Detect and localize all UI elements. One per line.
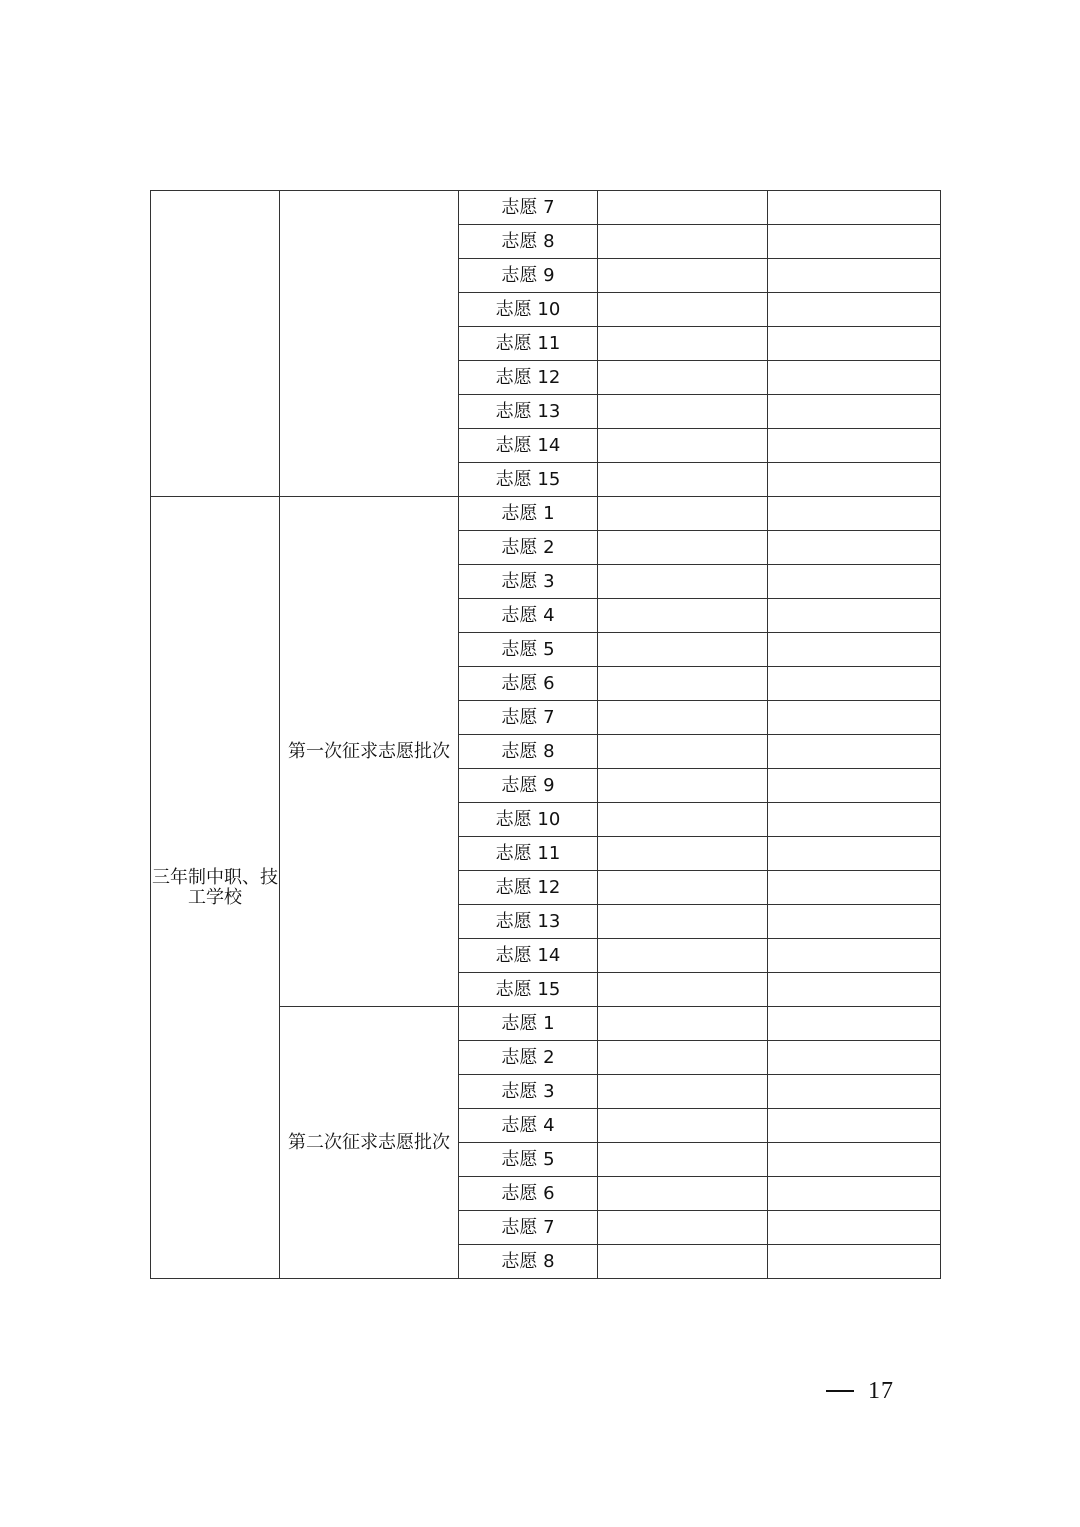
page-footer [826, 1376, 894, 1406]
institution-cell[interactable] [598, 395, 768, 429]
institution-cell[interactable] [598, 463, 768, 497]
institution-cell[interactable] [598, 769, 768, 803]
major-cell[interactable] [768, 225, 941, 259]
institution-cell[interactable] [598, 667, 768, 701]
choice-label: 志愿 2 [459, 531, 598, 565]
institution-cell[interactable] [598, 735, 768, 769]
choice-label: 志愿 7 [459, 701, 598, 735]
batch-1-label: 第一次征求志愿批次 [280, 497, 459, 1007]
choice-label: 志愿 14 [459, 429, 598, 463]
school-type-cell-continued [151, 191, 280, 497]
major-cell[interactable] [768, 293, 941, 327]
major-cell[interactable] [768, 327, 941, 361]
choice-label: 志愿 12 [459, 361, 598, 395]
institution-cell[interactable] [598, 871, 768, 905]
institution-cell[interactable] [598, 939, 768, 973]
choice-label: 志愿 11 [459, 327, 598, 361]
major-cell[interactable] [768, 973, 941, 1007]
major-cell[interactable] [768, 565, 941, 599]
choice-label: 志愿 1 [459, 1007, 598, 1041]
institution-cell[interactable] [598, 633, 768, 667]
choice-label: 志愿 6 [459, 667, 598, 701]
batch-cell-continued [280, 191, 459, 497]
choice-label: 志愿 3 [459, 1075, 598, 1109]
major-cell[interactable] [768, 497, 941, 531]
institution-cell[interactable] [598, 1041, 768, 1075]
institution-cell[interactable] [598, 1177, 768, 1211]
major-cell[interactable] [768, 395, 941, 429]
institution-cell[interactable] [598, 293, 768, 327]
page-number: 17 [868, 1377, 894, 1404]
major-cell[interactable] [768, 803, 941, 837]
major-cell[interactable] [768, 735, 941, 769]
choice-label: 志愿 6 [459, 1177, 598, 1211]
major-cell[interactable] [768, 769, 941, 803]
choice-label: 志愿 2 [459, 1041, 598, 1075]
institution-cell[interactable] [598, 531, 768, 565]
school-type-cell: 三年制中职、技工学校 [151, 497, 280, 1279]
major-cell[interactable] [768, 361, 941, 395]
choice-label: 志愿 4 [459, 1109, 598, 1143]
table-row [151, 497, 941, 531]
major-cell[interactable] [768, 1245, 941, 1279]
major-cell[interactable] [768, 429, 941, 463]
major-cell[interactable] [768, 905, 941, 939]
institution-cell[interactable] [598, 599, 768, 633]
institution-cell[interactable] [598, 1075, 768, 1109]
major-cell[interactable] [768, 259, 941, 293]
major-cell[interactable] [768, 667, 941, 701]
footer-dash [826, 1390, 854, 1392]
major-cell[interactable] [768, 1075, 941, 1109]
choice-label: 志愿 13 [459, 905, 598, 939]
institution-cell[interactable] [598, 701, 768, 735]
volunteer-form-table [150, 190, 941, 1279]
major-cell[interactable] [768, 871, 941, 905]
choice-label: 志愿 10 [459, 803, 598, 837]
choice-label: 志愿 14 [459, 939, 598, 973]
major-cell[interactable] [768, 701, 941, 735]
institution-cell[interactable] [598, 429, 768, 463]
choice-label: 志愿 9 [459, 259, 598, 293]
institution-cell[interactable] [598, 1211, 768, 1245]
institution-cell[interactable] [598, 191, 768, 225]
institution-cell[interactable] [598, 905, 768, 939]
institution-cell[interactable] [598, 259, 768, 293]
major-cell[interactable] [768, 1007, 941, 1041]
major-cell[interactable] [768, 939, 941, 973]
choice-label: 志愿 3 [459, 565, 598, 599]
choice-label: 志愿 4 [459, 599, 598, 633]
institution-cell[interactable] [598, 361, 768, 395]
choice-label: 志愿 15 [459, 463, 598, 497]
major-cell[interactable] [768, 599, 941, 633]
major-cell[interactable] [768, 1041, 941, 1075]
choice-label: 志愿 12 [459, 871, 598, 905]
institution-cell[interactable] [598, 973, 768, 1007]
choice-label: 志愿 7 [459, 1211, 598, 1245]
table-row [151, 191, 941, 225]
institution-cell[interactable] [598, 1245, 768, 1279]
institution-cell[interactable] [598, 565, 768, 599]
major-cell[interactable] [768, 1211, 941, 1245]
institution-cell[interactable] [598, 497, 768, 531]
choice-label: 志愿 7 [459, 191, 598, 225]
institution-cell[interactable] [598, 837, 768, 871]
choice-label: 志愿 8 [459, 735, 598, 769]
choice-label: 志愿 10 [459, 293, 598, 327]
institution-cell[interactable] [598, 1109, 768, 1143]
institution-cell[interactable] [598, 1007, 768, 1041]
institution-cell[interactable] [598, 327, 768, 361]
institution-cell[interactable] [598, 225, 768, 259]
choice-label: 志愿 15 [459, 973, 598, 1007]
choice-label: 志愿 9 [459, 769, 598, 803]
choice-label: 志愿 8 [459, 1245, 598, 1279]
major-cell[interactable] [768, 531, 941, 565]
institution-cell[interactable] [598, 803, 768, 837]
major-cell[interactable] [768, 837, 941, 871]
batch-2-label: 第二次征求志愿批次 [280, 1007, 459, 1279]
choice-label: 志愿 8 [459, 225, 598, 259]
institution-cell[interactable] [598, 1143, 768, 1177]
choice-label: 志愿 11 [459, 837, 598, 871]
choice-label: 志愿 13 [459, 395, 598, 429]
choice-label: 志愿 5 [459, 1143, 598, 1177]
major-cell[interactable] [768, 191, 941, 225]
major-cell[interactable] [768, 463, 941, 497]
major-cell[interactable] [768, 633, 941, 667]
major-cell[interactable] [768, 1143, 941, 1177]
major-cell[interactable] [768, 1109, 941, 1143]
major-cell[interactable] [768, 1177, 941, 1211]
choice-label: 志愿 1 [459, 497, 598, 531]
choice-label: 志愿 5 [459, 633, 598, 667]
